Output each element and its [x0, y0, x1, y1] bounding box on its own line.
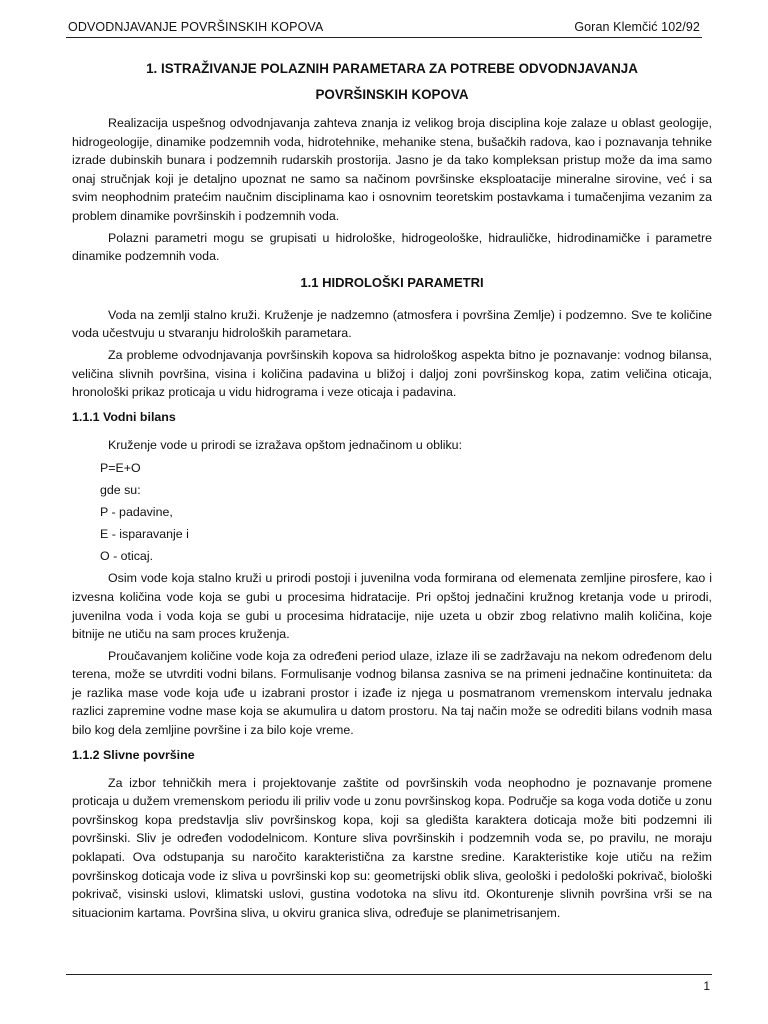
- header-document-title: ODVODNJAVANJE POVRŠINSKIH KOPOVA: [68, 20, 324, 34]
- paragraph: Za izbor tehničkih mera i projektovanje zaštite od površinskih voda neophodno je poznavanje promene proticaja u dužem vremenskom periodu ili priliv vode u zonu površinskog kopa. Područje sa koga voda dotiče u zonu površinskog kopa predstavlja sliv površinskog kopa, koji sa gledišta karaktera doticaja može biti podzemni ili površinski. Sliv je određen vododelnicom. Konture sliva površinskih i podzemnih voda se, po pravilu, ne moraju poklapati. Ova odstupanja su naročito karakteristična za karstne sredine. Karakteristike koje utiču na režim površinskog doticaja vode iz sliva u površinski kop su: geometrijski oblik sliva, geološki i pedološki pokrivač, biološki pokrivač, visinski uslovi, klimatski uslovi, gustina vodotoka na slivu itd. Okonturenje slivnih površina vrši se na situacionim kartama. Površina sliva, u okviru granica sliva, određuje se planimetrisanjem.: [72, 775, 712, 920]
- equation-where: gde su:: [100, 483, 141, 498]
- subsection-heading-1-1-2: 1.1.2 Slivne površine: [72, 747, 195, 762]
- subsection-heading-1-1-1: 1.1.1 Vodni bilans: [72, 409, 176, 424]
- chapter-title-line-1: 1. ISTRAŽIVANJE POLAZNIH PARAMETARA ZA POTREBE ODVODNJAVANJA: [146, 61, 638, 76]
- header-author: Goran Klemčić 102/92: [574, 20, 700, 34]
- equation: P=E+O: [100, 461, 141, 476]
- page-number: 1: [703, 979, 710, 993]
- footer-divider: [66, 974, 712, 975]
- page-content: [72, 56, 712, 925]
- header-divider: [66, 37, 702, 38]
- page-header: [68, 20, 700, 34]
- paragraph: Proučavanjem količine vode koja za određeni period ulaze, izlaze ili se zadržavaju na nekom određenom delu terena, može se utvrditi vodni bilans. Formulisanje vodnog bilansa zasniva se na primeni jednačine kontinuiteta: da je razlika mase vode koja uđe u izabrani prostor i izađe iz njega u posmatranom vremenskom intervalu jednaka razlici zapremine vodne mase koja se akumulira u datom prostoru. Na taj način može se odrediti bilans vodnih masa bilo kog dela zemljine površine i za bilo koje vreme.: [72, 648, 712, 738]
- equation-term: E - isparavanje i: [100, 527, 189, 542]
- paragraph: Voda na zemlji stalno kruži. Kruženje je nadzemno (atmosfera i površina Zemlje) i podzemno. Sve te količine voda učestvuju u stvaranju hidroloških parametara.: [72, 307, 712, 341]
- paragraph: Kruženje vode u prirodi se izražava opštom jednačinom u obliku:: [108, 437, 463, 452]
- paragraph: Osim vode koja stalno kruži u prirodi postoji i juvenilna voda formirana od elemenata zemljine pirosfere, kao i izvesna količina vode koja se gubi u procesima hidratacije. Pri opštoj jednačini kružnog kretanja vode u prirodi, juvenilna voda i voda koja se gubi u procesima hidratacije, nije uzeta u obzir zbog relativno malih količina, koje bitnije ne utiču na sam proces kruženja.: [72, 571, 712, 642]
- paragraph: Realizacija uspešnog odvodnjavanja zahteva znanja iz velikog broja disciplina koje zalaze u oblast geologije, hidrogeologije, dinamike podzemnih voda, hidrotehnike, mehanike stena, bušačkih radova, kao i poznavanja tehnike izrade dubinskih bunara i podzemnih rudarskih prostorija. Jasno je da tako kompleksan pristup može da ima samo onaj stručnjak koji je detaljno upoznat ne samo sa načinom površinske eksploatacije mineralne sirovine, već i sa svim neophodnim pratećim naučnim disciplinama kao i osnovnim teoretskim postavkama i tumačenjima vezanim za problem dinamike površinskih i podzemnih voda.: [72, 116, 712, 223]
- chapter-title-line-2: POVRŠINSKIH KOPOVA: [315, 87, 469, 102]
- paragraph: Polazni parametri mogu se grupisati u hidrološke, hidrogeološke, hidrauličke, hidrodinamičke i parametre dinamike podzemnih voda.: [72, 230, 712, 264]
- paragraph: Za probleme odvodnjavanja površinskih kopova sa hidrološkog aspekta bitno je poznavanje: vodnog bilansa, veličina slivnih površina, visina i količina padavina u bližoj i daljoj zoni površinskog kopa, zatim veličina oticaja, hronološki prikaz proticaja u vidu hidrograma i veze oticaja i padavina.: [72, 347, 712, 400]
- chapter-title: [72, 56, 712, 108]
- equation-term: O - oticaj.: [100, 549, 154, 564]
- equation-term: P - padavine,: [100, 505, 173, 520]
- section-heading-1-1: 1.1 HIDROLOŠKI PARAMETRI: [300, 274, 484, 290]
